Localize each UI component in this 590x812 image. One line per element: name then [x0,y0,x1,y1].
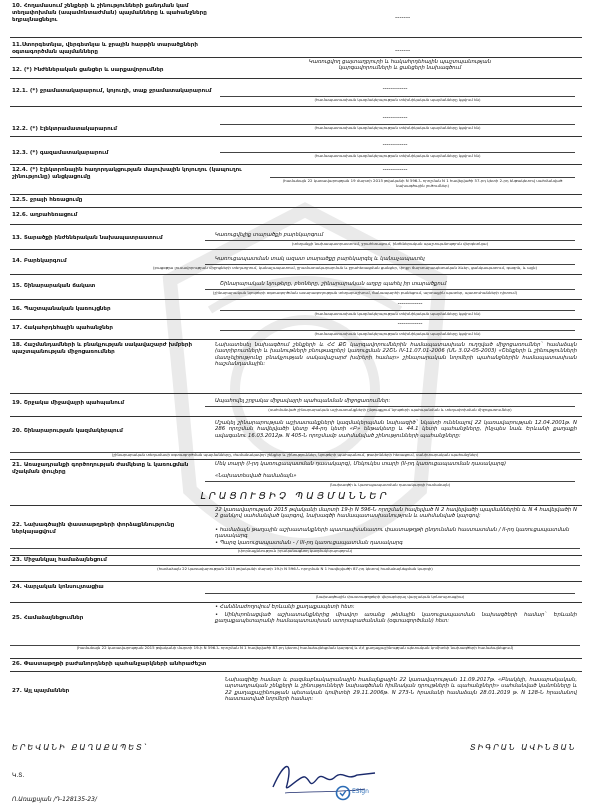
row-12-2-note: (համապատասխան կազմակերպության տեխնիկական պայմանները կցվում են) [314,125,481,130]
row-16-note: (համապատասխան կազմակերպության տեխնիկական պայմանները կցվում են) [314,311,481,316]
row-27-value: Նախագիծը համար և բազմաբնակարանային համայնքային 22 կառավարության 11.09.2017թ. «Բնակելի, հասարակական, արտադրական շենքերի և շինությունների նախագծման հիմնական դրույթների և պահանջների» սահմանված կանոնները և 22 քաղաքաշինության պետական կոմիտեի 29.11.2006թ. N 273-Ն հրամանի համաձայն 28.01.2019 թ. N 128-Ն հրամանով հաստատված նորմերի համար: [225,677,577,703]
row-21-value2: «Նախատեսված համաձայն» [215,473,297,479]
row-13-value: Կառուցվելիք տարածքի բարեկարգում [215,232,324,238]
row-14-label: 14. Բարեկարգում [12,258,67,264]
row-12-6-label: 12.6. աղբահեռացում [12,212,78,218]
row-21-value: Մեկ տարի (I-րդ կառուցապատման դասակարգ), Մեկուկես տարի (II-րդ կառուցապատման դասակարգ) [215,461,507,467]
row-17-label: 17. Հակահրդեհային պահանջներ [12,325,113,331]
row-14-note: (բացօթյա լուսավորության միջոցների տեղադրում, կանաչապատում, ջրամատակարարման և ջրահեռացման ցանցեր, փոքր ճարտարապետական ձևեր, ցանկապատում, գազոն, և այլն) [152,265,538,270]
row-23-label: 23. Միջանկյալ համաձայնեցում [12,557,107,563]
stamp-mark: Կ.Տ. [12,772,25,779]
row-22-bullet-2: • Պարզ կառուցապատման - / III-րդ կառուցապատման դասակարգ [215,540,403,546]
row-22-note: (փորձաքննություն իրականացնող կազմակերպություն) [237,548,353,553]
row-17-value: ------------- [397,321,423,327]
row-25-label: 25. Համաձայնեցումներ [12,615,84,621]
row-22-value: 22 կառավարության 2015 թվականի մարտի 19-ի N 596-Ն որոշման հավելված N 2 հավելվածի պայմաններին և N 4 հավելվածի N 2 ցանկով սահմանված կարգով, նախագծի համապատասխանություն և սահմանված կարգով: [215,507,577,520]
mayor-title: ԵՐԵՎԱՆԻ ՔԱՂԱՔԱՊԵՏ՝ [12,743,148,752]
row-21-note: (նախագծի և կառուցապատման դասակարգի համաձայն) [329,482,451,487]
row-12-3-label: 12.3. (*) գազամատակարարում [12,150,109,156]
row-12-label: 12. (*) Ինժեներական ցանցեր և սարքավորումներ [12,67,164,73]
row-22-label: 22. Նախագծային փաստաթղթերի փորձաքննությունը ներկայացվում [12,522,175,535]
row-10-label: 10. Հողամասում շենքերի և շինությունների քանդման կամ տեղափոխման (ապամոնտաժման) պայմանները և պահանջները եղբայնացնելու [12,3,207,23]
row-25-note: (համաձայն 22 կառավարության 2015 թվականի մարտի 19-ի N 596-Ն որոշման N 1 հավելվածի 87-րդ կետով համաձայնեցման կարգով և ՀՀ քաղաքաշինության պետական կոմիտեի նախագծերի համաձայնեցում) [76,645,514,650]
row-19-label: 19. Շրջակա միջավայրի պահպանում [12,400,125,406]
row-12-1-label: 12.1. (*) ջրամատակարարում, կոյուղի, տաք ջրամատակարարում [12,88,212,94]
row-14-value: Կառուցապատման տակ ազատ տարածքը բարեկարգել և կանաչապատել [215,256,425,262]
row-22-bullet-1: • համաձայն թաղային աշխատանքների պատասխանատու փաստաթղթի ընդունման հաստատման / II-րդ կառուցապատման դասակարգ [215,527,570,540]
row-16-label: 16. Պաշտպանական կառույցներ [12,306,111,312]
row-12-3-note: (համապատասխան կազմակերպության տեխնիկական պայմանները կցվում են) [314,153,481,158]
row-12-value: Կառուցվող ցայտաղբյուրի և հակահրդեհային պաշտպանության կարգավորումների և ցանցերի նախագծում [308,59,492,72]
row-15-note: (շինարարական նյութերի օգտագործման ասարագողության տեղաբաշխում, ճանապարհի բանեցում, արտաքին պատեր, պատուհանների դիտում) [212,290,518,295]
row-20-value: Մշակել շինարարության աշխատանքների կազմակերպման նախագիծ` նկատի ունենալով 22 կառավարության 12.04.2001թ. N 286 որոշման հավելվածի կետը 44-րդ կետի «Բ» ենթակետը և 44.1 կետի պահանջները, ինչպես նաև Երևանի քաղաքի ավագանու 16.03.2012թ. N 405-Ն որոշմամբ սահմանված շինությունների պահանջները: [215,420,577,439]
row-19-value: Ապահովել շրջակա միջավայրի պահպանման միջոցառումներ: [215,398,391,404]
row-18-value: Նախատեսել նախագծում շենքերի և ՀՀ ՔՇ կարգավորումներին համապատասխան ուղղված միջոցառումներ` համաձայն (ատրիբուտների և խանութների բնութագրեր) կառուցման 22ՇՆ IV-11.07.01-2006 (ՍՆ 3.02-05-2003) «Շենքերի և շինությունների մատչելիությունը բնակչության սակավաշարժ խմբերի համար» շինարարական նորմերի պահանջներին համապատասխան հաշմանդամային: [215,342,577,368]
row-12-5-label: 12.5. ջրայի հեռացումը [12,197,83,203]
row-18-label: 18. Հաշմանդամների և բնակչության սակավաշարժ խմբերի պաշտպանության միջոցառումներ [12,342,193,355]
row-15-value: Շինարարական նյութերը, բեռները, շինարարական աղբը պահել իր տարածքում [220,281,447,287]
row-21-label: 21. Առաջադրանքի գործողության ժամկետը և կառուցման մշակման փուլերը [12,462,189,475]
row-26-label: 26. Փաստաթղթի բաժանորդների պահանջարկների անհրաժեշտ [12,661,207,667]
row-17-note: (համապատասխան կազմակերպության տեխնիկական պայմանները կցվում են) [314,331,481,336]
row-10-value: ------- [395,14,411,21]
mayor-name: ՏԻԳՐԱՆ ԱՎԻՆՅԱՆ [470,743,577,752]
row-24-label: 24. Վարչական կոնսուլտացիա [12,584,104,590]
row-12-4-note: (համաձայն 22 կառավարության 19 մարտի 2015 թվականի N 596-Ն որոշման N 1 հավելվածի 57-րդ կետի 2-րդ ենթակետով սահմանված նախագծային լուծումներ) [282,178,563,188]
row-12-3-value: ------------- [382,142,408,148]
row-16-value: ------------- [397,301,423,307]
row-25-bullet-1: • Հանձնաժողովում Երևանի քաղաքապետի հետ: [215,604,355,610]
row-12-4-label: 12.4. (*) Էլեկտրոնային հաղորդակցության մալուխային կոյուղու (կապուղու շինությունը) անցկացումը [12,167,242,180]
row-19-note: (սահմանված շինարարական աշխատանքների ընթացքում նյութերի պահպանման և տեղափոխման միջոցառումներ) [268,407,512,412]
row-23-note: (համաձայն 22 կառավարության 2015 թվականի մարտի 19-ի N 596-Ն որոշման N 1 հավելվածի 87-րդ կետով համաձայնեցման կարգի) [157,566,433,571]
registration-number: Ո.Առաքսյան /Դ-128135-23/ [12,796,97,803]
row-13-note: (տեղանքի նախապատրաստում, ջրահեռացում, ինժեներական պաշտպանություն վերգետնյա) [291,241,489,246]
row-12-4-value: ------------- [382,167,408,173]
row-15-label: 15. Շինարարական ճակատ [12,283,96,289]
row-12-2-value: ------------- [382,115,408,121]
row-13-label: 13. Տարածքի ինժեներական նախապատրաստում [12,235,163,241]
row-11-label: 11.Ստորգետնյա, վերգետնյա և ջրային հարթին տարածքների օգտագործման պայմանները [12,42,198,55]
row-25-bullet-2: • Սինխրոնացված աշխատանքներից միավոր առանց թեմային կառուցապատման նախագծերի համար` Երևանի քաղաքապետարանի համապատասխան ստորաբաժանման (օգտագործման) հետ: [215,612,578,625]
row-12-1-note: (համապատասխան կազմակերպության տեխնիկական պայմանները կցվում են) [314,97,481,102]
row-12-2-label: 12.2. (*) Էլեկտրամատակարարում [12,126,117,132]
row-24-note: (նախագծային փաստաթղթերի վերաբերյալ վարչական կոնսուլտացիա) [315,594,465,599]
supplementary-conditions-heading: ԼՐԱՑՈՒՑԻՉ ՊԱՅՄԱՆՆԵՐ [200,491,390,502]
esign-logo-icon [335,785,351,801]
esign-label: ESign [352,788,369,795]
row-12-1-value: ------------- [382,86,408,92]
row-20-label: 20. Շինարարության կազմակերպում [12,428,123,434]
row-27-label: 27. Այլ պայմաններ [12,688,70,694]
row-20-note: (շինարարական տեղամասի օգտագործման պայմանները, ժամանակավոր շենքեր և շինություններ, նյութերի պահպանում, թափոնների հեռացում, սանիտարական պահանջներ) [111,452,479,457]
row-11-value: ------- [395,47,411,54]
